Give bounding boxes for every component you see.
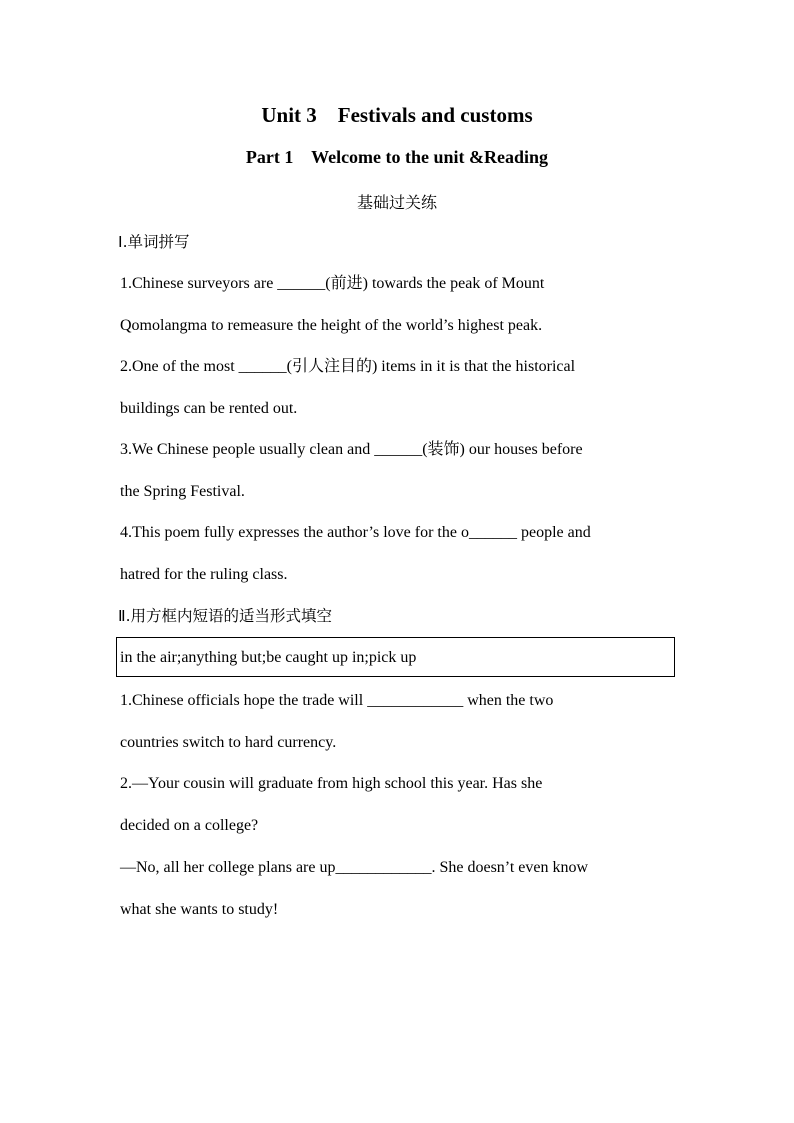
exercise-line: 2.—Your cousin will graduate from high school this year. Has she <box>120 775 543 792</box>
exercise-line: the Spring Festival. <box>120 483 245 500</box>
exercise-line: 1.Chinese officials hope the trade will ____________ when the two <box>120 692 554 709</box>
exercise-line: —No, all her college plans are up____________. She doesn’t even know <box>120 859 589 876</box>
section1-heading: Ⅰ.单词拼写 <box>118 233 190 251</box>
exercise-line: 3.We Chinese people usually clean and ______(装饰) our houses before <box>120 441 583 458</box>
exercise-line: 1.Chinese surveyors are ______(前进) towards the peak of Mount <box>120 275 545 292</box>
exercise-line: 2.One of the most ______(引人注目的) items in it is that the historical <box>120 358 576 375</box>
exercise-line: what she wants to study! <box>120 901 279 918</box>
exercise-line: decided on a college? <box>120 817 259 834</box>
exercise-line: countries switch to hard currency. <box>120 734 337 751</box>
exercise-line: buildings can be rented out. <box>120 400 298 417</box>
phrase-box-text: in the air;anything but;be caught up in;pick up <box>120 649 417 666</box>
phrase-box <box>116 637 675 677</box>
part-title: Part 1 Welcome to the unit &Reading <box>245 147 549 167</box>
section-label: 基础过关练 <box>356 193 437 212</box>
exercise-line: 4.This poem fully expresses the author’s love for the o______ people and <box>120 524 591 541</box>
section2-heading: Ⅱ.用方框内短语的适当形式填空 <box>118 607 333 625</box>
exercise-line: hatred for the ruling class. <box>120 566 288 583</box>
exercise-line: Qomolangma to remeasure the height of the world’s highest peak. <box>120 317 543 334</box>
unit-title: Unit 3 Festivals and customs <box>261 103 533 127</box>
